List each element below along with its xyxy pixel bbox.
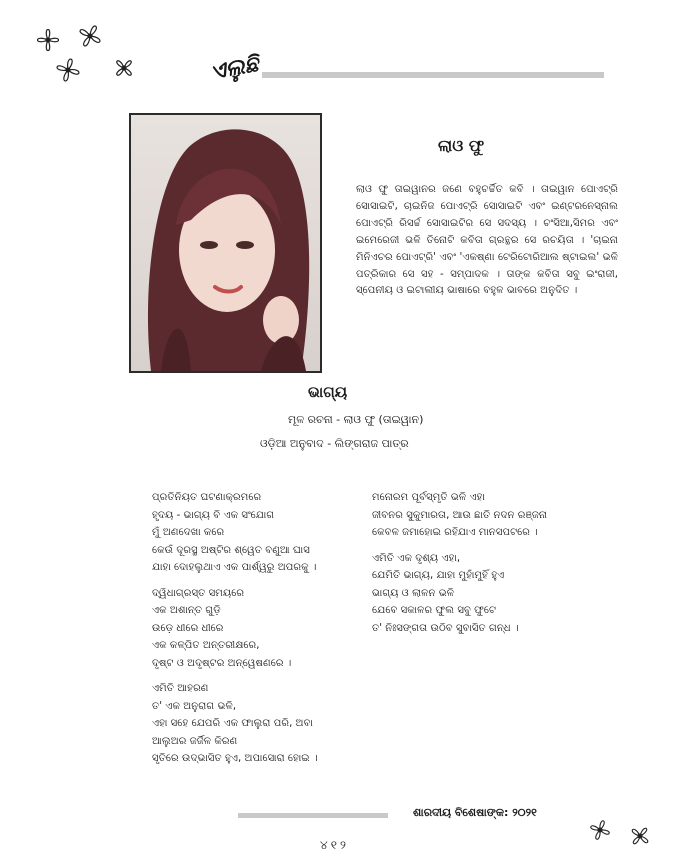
poem-line: କେଉଁ ଦୂରସ୍ଥ ଅଷ୍ଟିର ଶ୍ୱେତ ବଣୁଆ ଘାସ [152, 544, 310, 556]
author-photo [129, 113, 322, 373]
poem-line: ଯେମିତି ଭାଗ୍ୟ, ଯାହା ମୁହାଁମୁହିଁ ହୁଏ [372, 570, 505, 581]
poem-line: କେବଳ ଜମାହୋଇ ରହିଯାଏ ମାନସପଟରେ । [372, 527, 538, 538]
poem-line: ମନୋରମ ପୂର୍ବସ୍ମୃତି ଭଳି ଏହା [372, 492, 485, 503]
poem-line: ଏକ କଳ୍ପିତ ଅନ୍ତରୀକ୍ଷରେ, [152, 640, 260, 651]
header-divider [262, 72, 604, 78]
poem-line: ଭାଗ୍ୟ ଓ ଲାଳନ ଭଳି [372, 587, 455, 599]
flower-ornament-top [28, 18, 148, 93]
poem-line: ଏହା ସହେ ଯେପରି ଏକ ଫାଲୁରା ପରି, ଅବା [152, 718, 313, 729]
poem-stanza [152, 680, 318, 768]
poem-line: ଉଡ଼େ ଧୀରେ ଧୀରେ [152, 622, 224, 634]
issue-label: ଶାରଦୀୟ ବିଶେଷାଙ୍କ: ୨୦୨୧ [413, 806, 537, 819]
poem-stanza [372, 550, 547, 638]
poem-right-column [372, 489, 547, 645]
translation-credit: ଓଡ଼ିଆ ଅନୁବାଦ - ଲିଙ୍ଗରାଜ ପାତ୍ର [260, 437, 409, 450]
poem-line: ଦୃଷ୍ଟ ଓ ଅଦୃଷ୍ଟର ଅନ୍ୱେଷଣରେ । [152, 657, 292, 669]
flower-ornament-bottom [578, 808, 668, 856]
poem-title: ଭାଗ୍ୟ [308, 383, 348, 401]
portrait-image [131, 115, 320, 371]
poem-line: ଏମିତି ଆହରଣ [152, 683, 209, 694]
original-credit: ମୂଳ ରଚନା - ଲାଓ ଫୁ (ତାଇୱାନ) [288, 413, 424, 426]
poem-line: ସୃତିରେ ଉଦ୍ଭାସିତ ହୁଏ, ଅପାସୋରା ହୋଇ । [152, 753, 318, 764]
poem-line: ହୃଦୟ - ଭାଗ୍ୟ ବି ଏକ ସଂଯୋଗ [152, 509, 275, 521]
poem-line: ଯାହା ଦୋହଲୁଥାଏ ଏକ ପାର୍ଶ୍ୱରୁ ଅପରକୁ । [152, 562, 317, 573]
poem-line: ତ' ଏକ ଅନୁରାଗ ଭଳି, [152, 700, 237, 712]
poem-stanza [152, 585, 318, 673]
poem-line: ଏମିତି ଏକ ଦୃଶ୍ୟ ଏହା, [372, 552, 461, 564]
poem-line: ଯେବେ ସକାଳର ଫୁଲ ସବୁ ଫୁଟେ [372, 605, 497, 616]
author-bio [356, 182, 618, 300]
poem-line: ଆଲୁଅର ଜର୍ଜିଳ କିରଣ [152, 735, 238, 747]
page-number: ୪୧୨ [320, 838, 349, 852]
poem-line: ମୁଁ ଅଣଦେଖା କରେ [152, 527, 225, 538]
author-name: ଲାଓ ଫୁ [438, 136, 485, 155]
poem-line: ଜୀବନର ସୁକୁମାରତା, ଆଉ ଛାତି ନଦନ ରଞ୍ଜନା [372, 509, 548, 521]
poem-line: ତ' ନିଃସଙ୍ଗତା ଉଠିବ ସୁବାସିତ ଗନ୍ଧ । [372, 622, 519, 634]
magazine-logo: ଏଲୁଛି [208, 50, 261, 86]
poem-line: ଦ୍ୱିଧାଗ୍ରସ୍ତ ସମୟରେ [152, 587, 245, 599]
poem-stanza [372, 489, 547, 542]
poem-stanza [152, 489, 318, 577]
poem-line: ଏକ ଅଶାନ୍ତ ଗୁଡ଼ି [152, 605, 221, 616]
poem-left-column [152, 489, 318, 776]
footer-divider [238, 813, 388, 818]
poem-line: ପ୍ରତିନିୟତ ଘଟଣାକ୍ରମରେ [152, 492, 262, 503]
author-bio-text: ଲାଓ ଫୁ ତାଇୱାନର ଜଣେ ବହୁଚର୍ଚ୍ଚିତ କବି । ତାଇୱାନ ପୋଏଟ୍ରି ସୋସାଇଟି, ଚାଇନିଜ ପୋଏଟ୍ରି ସୋସାଇଟି ଏବଂ ଇଣ୍ଟରନେସ୍ନାଲ ପୋଏଟ୍ରି ରିସର୍ଚ୍ଚ ସୋସାଇଟିର ସେ ସଦସ୍ୟ । ଚଂସିଆ,ସିମର ଏବଂ ଇମେରେଜୀ ଭଳି ତିନୋଟି କବିତା ଗ୍ରନ୍ଥର ସେ ରଚୟିତା । 'ଚାଇନା ମିନିଏଚର ପୋଏଟ୍ରି' ଏବଂ 'ଏକଷ୍ଣା ଟେରିଟୋରିଆଲ ଷ୍ଟାଇଲ' ଭଳି ପତ୍ରିକାର ସେ ସହ - ସମ୍ପାଦକ । ତାଙ୍କ କବିତା ସବୁ ଇଂରାଜୀ, ସ୍ପେନୀୟ ଓ ଇଟାଲୀୟ ଭାଷାରେ ବହୁଳ ଭାବରେ ଅନୁଦିତ । [356, 184, 618, 297]
